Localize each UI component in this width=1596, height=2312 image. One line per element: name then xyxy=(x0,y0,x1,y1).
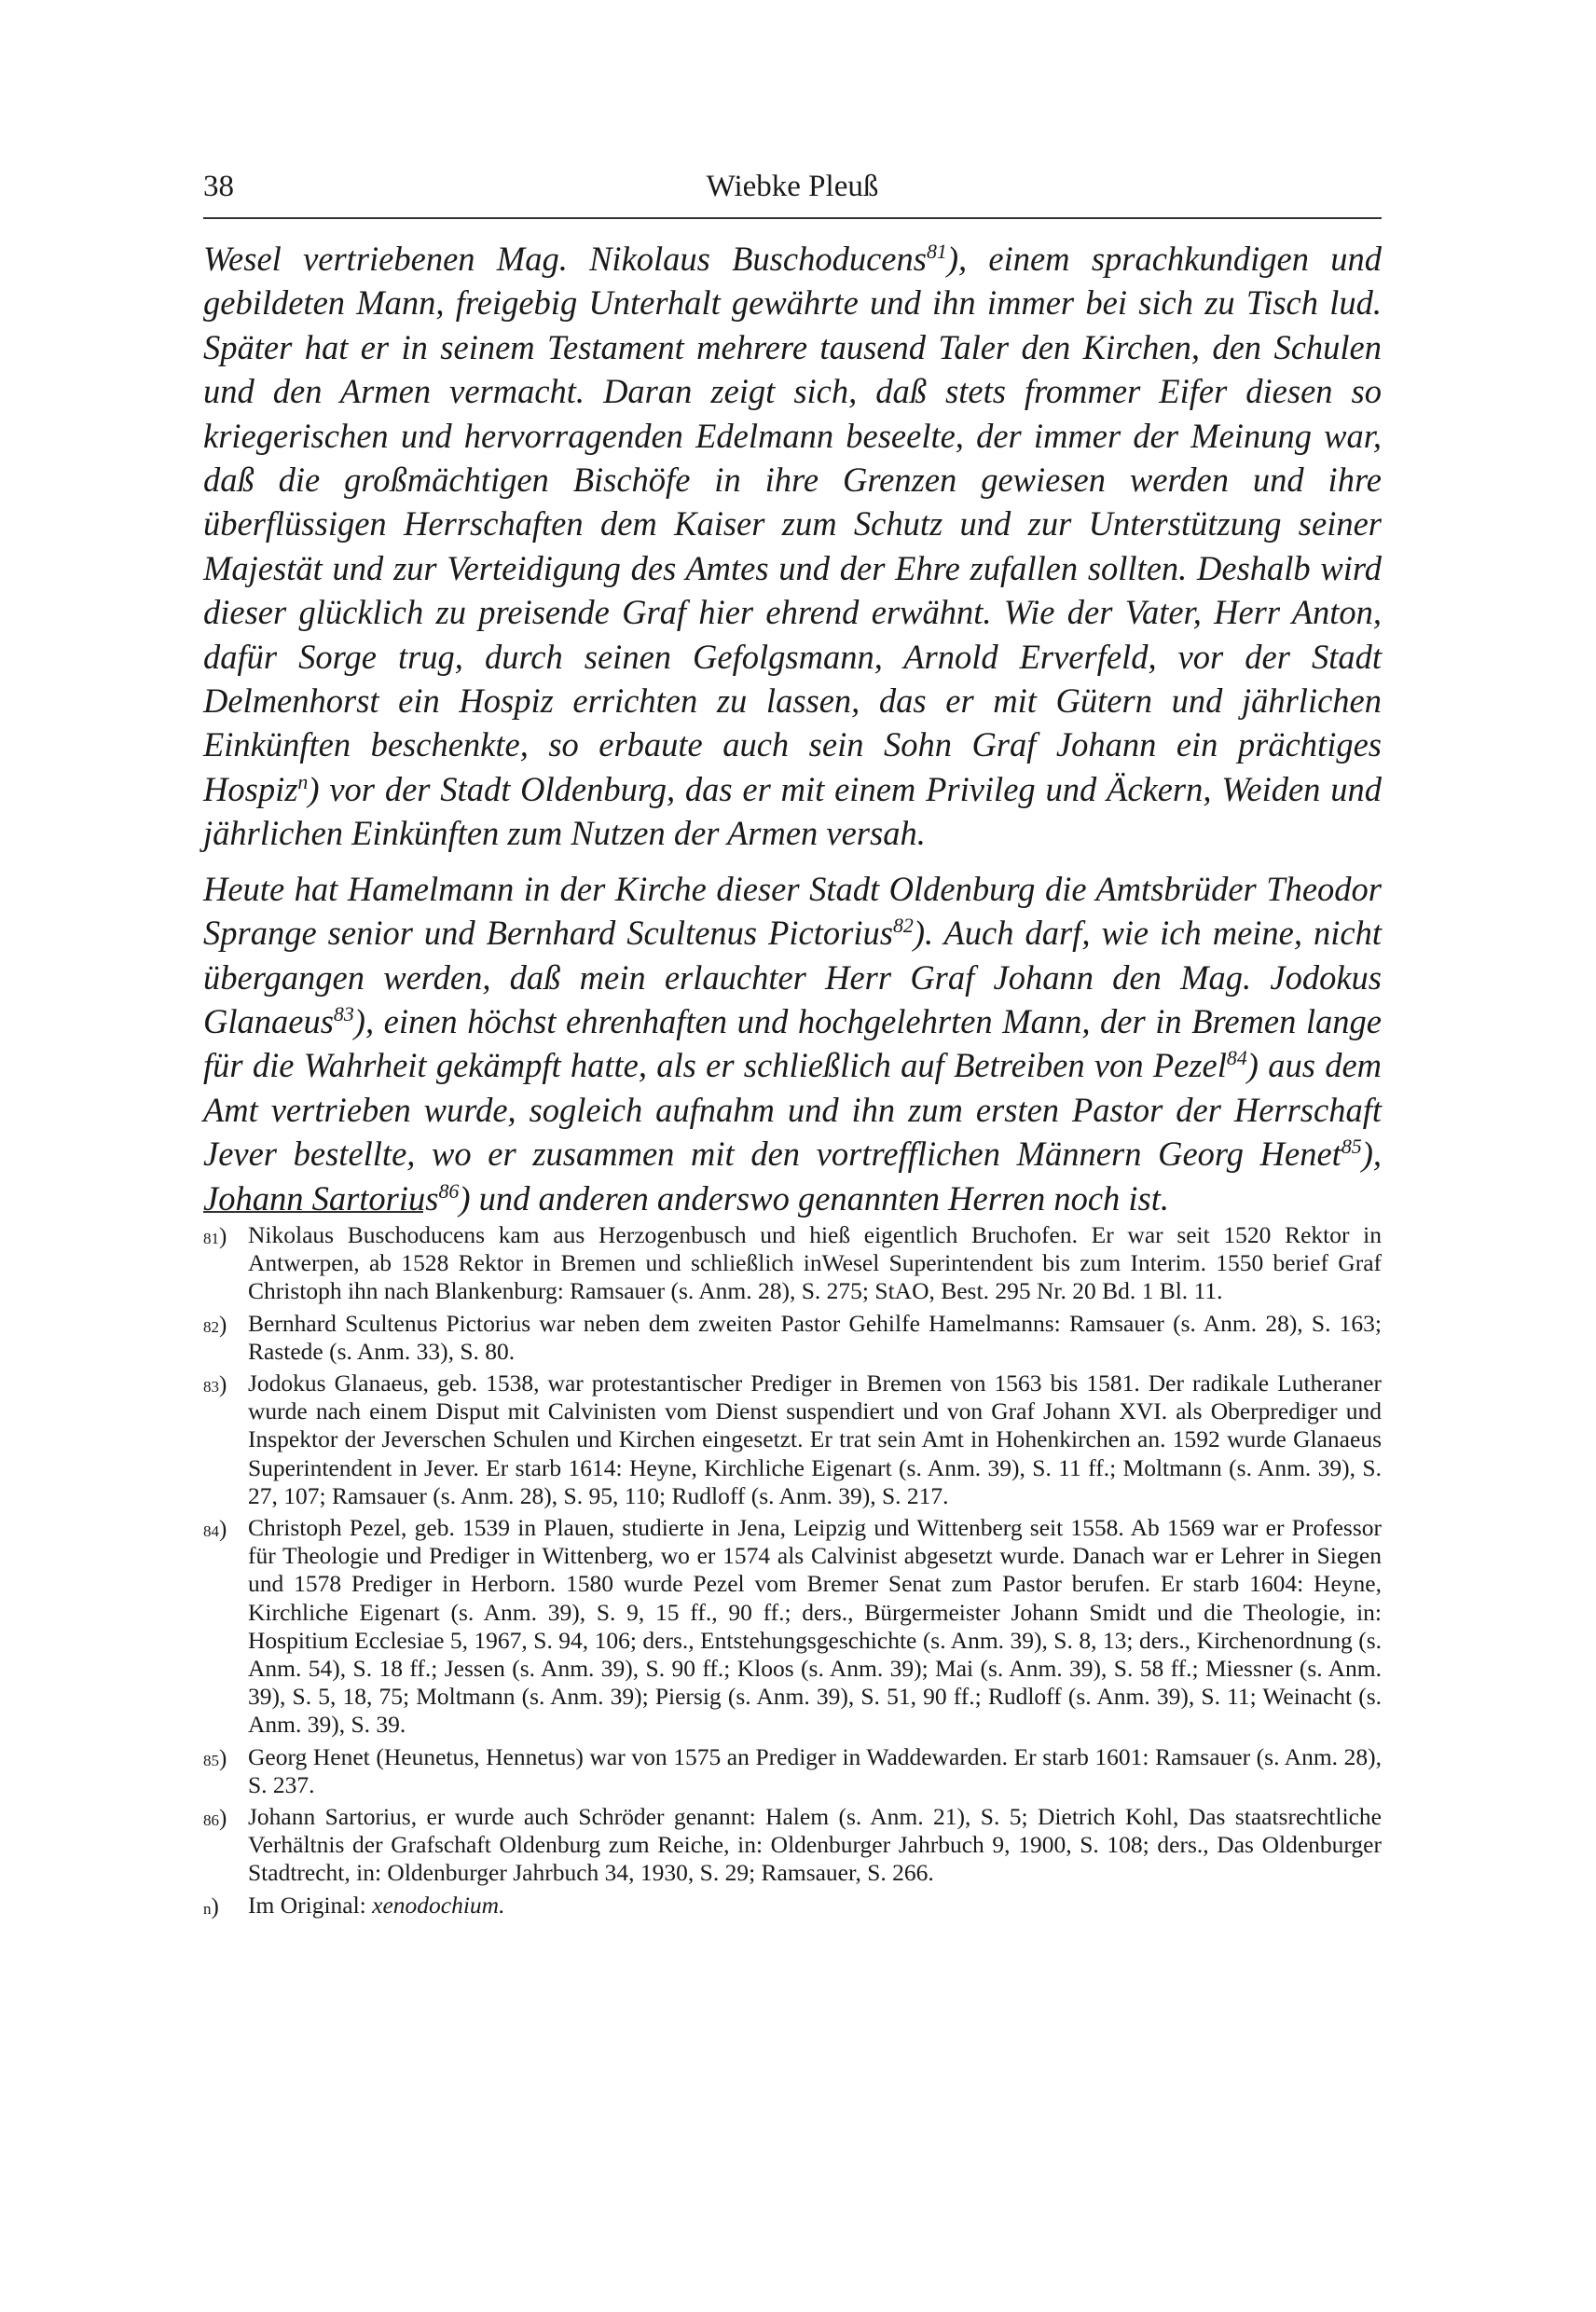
running-head: Wiebke Pleuß xyxy=(706,170,879,203)
footnote-text-italic: xenodochium. xyxy=(372,1891,505,1919)
footnote-n xyxy=(203,1892,1382,1923)
text-run: Wesel vertriebenen Mag. Nikolaus Buschoducens xyxy=(203,240,927,278)
body-paragraph-2 xyxy=(203,867,1382,1220)
footnote-text: Bernhard Scultenus Pictorius war neben dem zweiten Pastor Gehilfe Hamelmanns: Ramsauer (s. Anm. 28), S. 163; Rastede (s. Anm. 33), S. 80. xyxy=(248,1309,1382,1365)
footnote-text xyxy=(248,1892,1382,1923)
footnote-text: Christoph Pezel, geb. 1539 in Plauen, studierte in Jena, Leipzig und Wittenberg seit 1558. Ab 1569 war er Professor für Theologie und Prediger in Wittenberg, wo er 1574 als Calvinist abgesetzt wurde. Danach war er Lehrer in Siegen und 1578 Prediger in Herborn. 1580 wurde Pezel vom Bremer Senat zum Pastor berufen. Er starb 1604: Heyne, Kirchliche Eigenart (s. Anm. 39), S. 9, 15 ff., 90 ff.; ders., Bürgermeister Johann Smidt und die Theologie, in: Hospitium Ecclesiae 5, 1967, S. 94, 106; ders., Entstehungsgeschichte (s. Anm. 39), S. 8, 13; ders., Kirchenordnung (s. Anm. 54), S. 18 ff.; Jessen (s. Anm. 39), S. 90 ff.; Kloos (s. Anm. 39); Mai (s. Anm. 39), S. 58 ff.; Miessner (s. Anm. 39), S. 5, 18, 75; Moltmann (s. Anm. 39); Piersig (s. Anm. 39), S. 51, 90 ff.; Rudloff (s. Anm. 39), S. 11; Weinacht (s. Anm. 39), S. 39. xyxy=(248,1514,1382,1739)
footnote-86 xyxy=(203,1803,1382,1888)
footnote-mark: 81) xyxy=(203,1224,227,1249)
footnote-84 xyxy=(203,1514,1382,1740)
footnote-82 xyxy=(203,1310,1382,1366)
footnote-85 xyxy=(203,1743,1382,1799)
footnote-ref-85: 85 xyxy=(1341,1134,1362,1158)
text-run: ). Auch darf, wie ich meine, nicht übergangen werden, daß mein erlauchter Herr Graf Johann den Mag. Jodokus Glanaeus xyxy=(203,914,1383,1040)
text-run: ), einen höchst ehrenhaften und hochgelehrten Mann, der in Bremen lange für die Wahrheit gekämpft hatte, als er schließlich auf Betreiben von Pezel xyxy=(203,1001,1382,1085)
footnote-text: Johann Sartorius, er wurde auch Schröder genannt: Halem (s. Anm. 21), S. 5; Dietrich Kohl, Das staatsrechtliche Verhältnis der Grafschaft Oldenburg zum Reiche, in: Oldenburger Jahrbuch 9, 1900, S. 108; ders., Das Oldenburger Stadtrecht, in: Oldenburger Jahrbuch 34, 1930, S. 29; Ramsauer, S. 266. xyxy=(248,1803,1382,1887)
footnote-ref-86: 86 xyxy=(438,1178,460,1203)
footnote-mark: n) xyxy=(203,1893,219,1920)
text-run: ) und anderen anderswo genannten Herren noch ist. xyxy=(459,1178,1170,1218)
footnote-mark: 82) xyxy=(203,1312,227,1338)
footnotes xyxy=(203,1221,1382,1927)
footnote-number: 82 xyxy=(203,1317,219,1336)
text-run: ), einem sprachkundigen und gebildeten Mann, freigebig Unterhalt gewährte und ihn immer bei sich zu Tisch lud. Später hat er in seinem Testament mehrere tausend Taler den Kirchen, den Schulen und den Armen vermacht. Daran zeigt sich, daß stets frommer Eifer diesen so kriegerischen und hervorragenden Edelmann beseelte, der immer der Meinung war, daß die großmächtigen Bischöfe in ihre Grenzen gewiesen werden und ihre überflüssigen Herrschaften dem Kaiser zum Schutz und zur Unterstützung seiner Majestät und zur Verteidigung des Amtes und der Ehre zufallen sollten. Deshalb wird dieser glücklich zu preisende Graf hier ehrend erwähnt. Wie der Vater, Herr Anton, dafür Sorge trug, durch seinen Gefolgsmann, Arnold Erverfeld, vor der Stadt Delmenhorst ein Hospiz errichten zu lassen, das er mit Gütern und jährlichen Einkünften beschenkte, so erbaute auch sein Sohn Graf Johann ein prächtiges Hospiz xyxy=(203,240,1382,808)
page-header xyxy=(203,166,1382,214)
footnote-text: Georg Henet (Heunetus, Hennetus) war von 1575 an Prediger in Waddewarden. Er starb 1601: Ramsauer (s. Anm. 28), S. 237. xyxy=(248,1742,1382,1798)
text-run: Heute hat Hamelmann in der Kirche dieser Stadt Oldenburg die Amtsbrüder Theodor Sprange senior und Bernhard Scultenus Pictorius xyxy=(203,869,1382,953)
footnote-mark: 83) xyxy=(203,1372,227,1398)
footnote-mark: 85) xyxy=(203,1745,227,1771)
footnote-number: 84 xyxy=(203,1522,219,1541)
footnote-ref-n: n xyxy=(297,769,309,793)
footnote-mark: 86) xyxy=(203,1806,227,1832)
footnote-ref-84: 84 xyxy=(1226,1046,1247,1070)
footnote-number: 85 xyxy=(203,1751,219,1769)
footnote-number: 86 xyxy=(203,1811,219,1830)
main-text xyxy=(203,237,1382,1220)
footnote-83 xyxy=(203,1369,1382,1510)
footnote-number: 83 xyxy=(203,1378,219,1397)
footnote-81 xyxy=(203,1221,1382,1306)
page-number: 38 xyxy=(203,170,234,203)
text-run: ) vor der Stadt Oldenburg, das er mit einem Privileg und Äckern, Weiden und jährlichen Einkünften zum Nutzen der Armen versah. xyxy=(203,769,1382,853)
footnote-rule xyxy=(203,1211,423,1213)
footnote-ref-82: 82 xyxy=(892,913,914,937)
footnote-ref-81: 81 xyxy=(926,239,947,263)
footnote-text: Jodokus Glanaeus, geb. 1538, war protestantischer Prediger in Bremen von 1563 bis 1581. Der radikale Lutheraner wurde nach einem Disput mit Calvinisten vom Dienst suspendiert und von Graf Johann XVI. als Oberprediger und Inspektor der Jeverschen Schulen und Kirchen eingesetzt. Er trat sein Amt in Hohenkirchen an. 1592 wurde Glanaeus Superintendent in Jever. Er starb 1614: Heyne, Kirchliche Eigenart (s. Anm. 39), S. 11 ff.; Moltmann (s. Anm. 39), S. 27, 107; Ramsauer (s. Anm. 28), S. 95, 110; Rudloff (s. Anm. 39), S. 217. xyxy=(248,1369,1382,1509)
footnote-text-prefix: Im Original: xyxy=(248,1891,373,1919)
footnote-text: Nikolaus Buschoducens kam aus Herzogenbusch und hieß eigentlich Bruchofen. Er war seit 1520 Rektor in Antwerpen, ab 1528 Rektor in Bremen und schließlich inWesel Superintendent bis zum Interim. 1550 berief Graf Christoph ihn nach Blankenburg: Ramsauer (s. Anm. 28), S. 275; StAO, Best. 295 Nr. 20 Bd. 1 Bl. 11. xyxy=(248,1221,1382,1305)
body-paragraph-1 xyxy=(203,237,1382,856)
footnote-number: n xyxy=(203,1899,212,1918)
footnote-mark: 84) xyxy=(203,1517,227,1543)
header-rule xyxy=(203,217,1382,219)
text-run: ), Johann Sartorius xyxy=(203,1135,1382,1218)
footnote-ref-83: 83 xyxy=(333,1001,354,1025)
footnote-number: 81 xyxy=(203,1230,219,1247)
text-run: ) aus dem Amt vertrieben wurde, sogleich aufnahm und ihn zum ersten Pastor der Herrschaft Jever bestellte, wo er zusammen mit den vortrefflichen Männern Georg Henet xyxy=(203,1046,1383,1174)
